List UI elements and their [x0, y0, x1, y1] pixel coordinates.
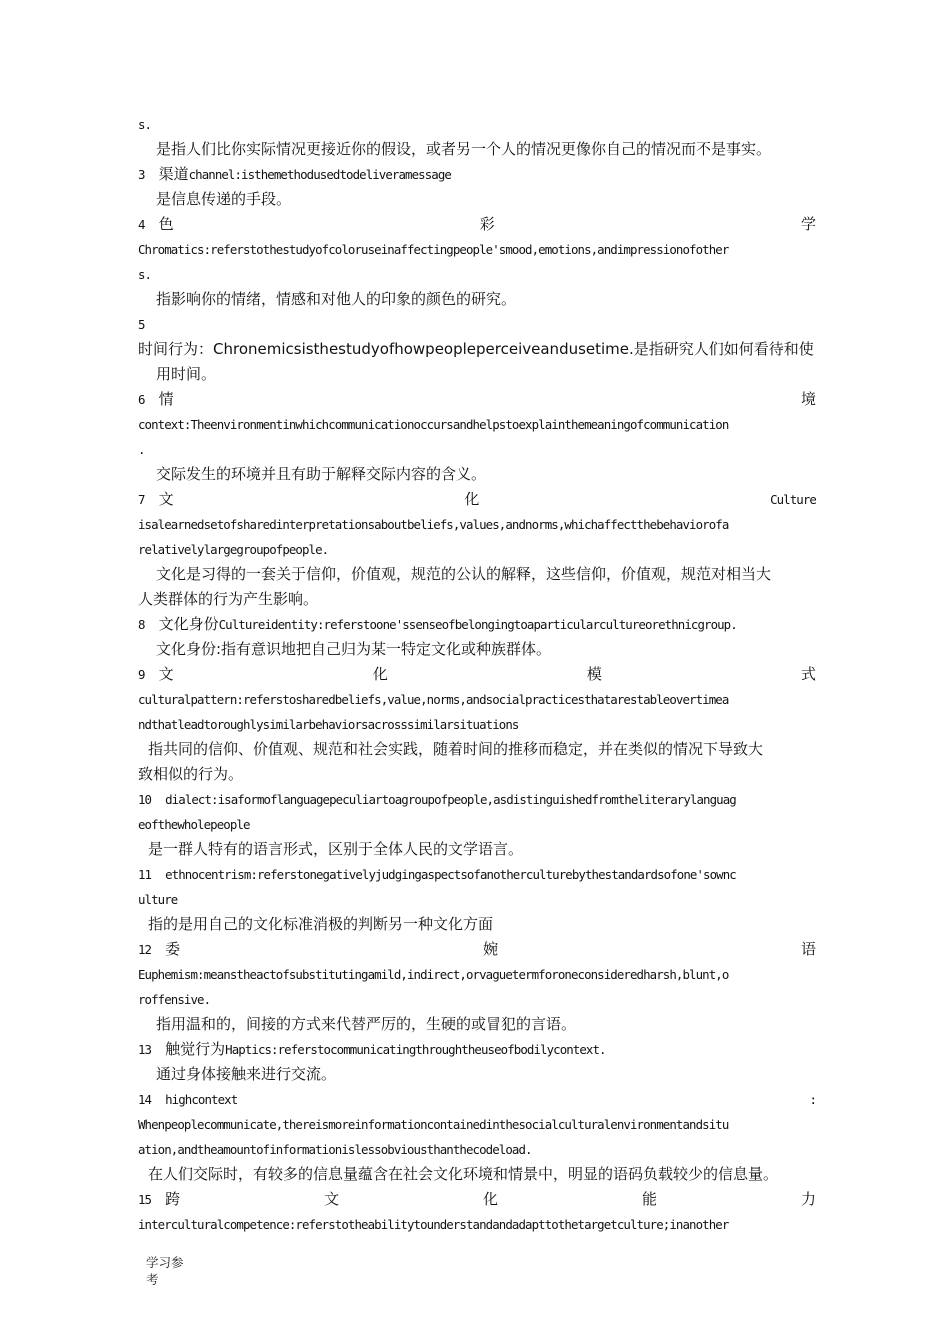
entry-9-heading	[138, 662, 816, 687]
entry-5-heading	[138, 312, 816, 362]
entry-4-heading	[138, 212, 816, 237]
text-line: context:Theenvironmentinwhichcommunicationoccursandhelpstoexplainthemeaningofcommunication	[138, 417, 729, 432]
text-line: 致相似的行为。	[138, 765, 244, 783]
text-line: 交际发生的环境并且有助于解释交际内容的含义。	[156, 465, 487, 483]
text-line: 是指人们比你实际情况更接近你的假设，或者另一个人的情况更像你自己的情况而不是事实。	[156, 140, 772, 158]
text-line: ulture	[138, 892, 178, 907]
text-line: 是信息传递的手段。	[156, 190, 292, 208]
definition-en: channel:isthemethodusedtodeliveramessage	[188, 167, 451, 182]
term-char: 境	[800, 390, 816, 408]
term-char: 文	[324, 1190, 340, 1208]
text-line: 在人们交际时，有较多的信息量蕴含在社会文化环境和情景中，明显的语码负载较少的信息量。	[148, 1165, 779, 1183]
term-zh: 文化身份	[158, 615, 219, 633]
entry-number: 3	[138, 167, 145, 182]
footer-line: 学习参	[146, 1255, 184, 1270]
term-char: 情	[158, 390, 174, 408]
text-line: eofthewholepeople	[138, 817, 250, 832]
text-line: 指用温和的，间接的方式来代替严厉的，生硬的或冒犯的言语。	[156, 1015, 577, 1033]
term-char: 色	[158, 215, 174, 233]
entry-number: 10	[138, 792, 152, 807]
entry-11-heading	[138, 862, 816, 887]
text-line: relativelylargegroupofpeople.	[138, 542, 329, 557]
term-char: 化	[483, 1190, 499, 1208]
entry-number: 5	[138, 317, 145, 332]
definition: 时间行为：Chronemicsisthestudyofhowpeopleperceiveandusetime.是指研究人们如何看待和使	[138, 340, 814, 358]
page-footer	[146, 1254, 196, 1288]
text-line: 指的是用自己的文化标准消极的判断另一种文化方面	[148, 915, 494, 933]
entry-7-heading	[138, 487, 816, 512]
entry-number: 11	[138, 867, 152, 882]
entry-14-heading	[138, 1087, 816, 1112]
text-line: .	[138, 442, 145, 457]
term-char: 语	[800, 940, 816, 958]
term-char: 化	[464, 490, 480, 508]
text-line: 人类群体的行为产生影响。	[138, 590, 319, 608]
definition-en: ethnocentrism:referstonegativelyjudgingaspectsofanotherculturebythestandardsofone'sownc	[165, 867, 736, 882]
term-char: 学	[800, 215, 816, 233]
text-line: 文化是习得的一套关于信仰，价值观，规范的公认的解释，这些信仰，价值观，规范对相当大	[156, 565, 772, 583]
text-line: roffensive.	[138, 992, 211, 1007]
footer-line: 考	[146, 1272, 159, 1287]
text-line: ation,andtheamountofinformationislessobviousthanthecodeload.	[138, 1142, 532, 1157]
colon: :	[809, 1092, 816, 1107]
text-line: Whenpeoplecommunicate,thereismoreinformationcontainedinthesocialculturalenvironmentandsitu	[138, 1117, 729, 1132]
text-line: 指共同的信仰、价值观、规范和社会实践，随着时间的推移而稳定，并在类似的情况下导致大	[148, 740, 764, 758]
text-line: 是一群人特有的语言形式，区别于全体人民的文学语言。	[148, 840, 524, 858]
term-char: 模	[586, 665, 602, 683]
text-line: s.	[138, 267, 152, 282]
entry-15-heading	[138, 1187, 816, 1212]
text-line: s.	[138, 117, 152, 132]
text-line: Chromatics:referstothestudyofcoloruseinaffectingpeople'smood,emotions,andimpressionofother	[138, 242, 729, 257]
term-char: 能	[641, 1190, 657, 1208]
term-char: 婉	[483, 940, 499, 958]
entry-10-heading	[138, 787, 816, 812]
text-line: Euphemism:meanstheactofsubstitutingamild,indirect,orvaguetermforoneconsideredharsh,blunt,o	[138, 967, 729, 982]
text-line: interculturalcompetence:referstotheabilitytounderstandandadapttothetargetculture;inanother	[138, 1217, 729, 1232]
text-line: 通过身体接触来进行交流。	[156, 1065, 337, 1083]
text-line: isalearnedsetofsharedinterpretationsaboutbeliefs,values,andnorms,whichaffectthebehaviorofa	[138, 517, 729, 532]
term-char: 文	[158, 490, 174, 508]
term-en: Culture	[770, 492, 816, 507]
text-line: ndthatleadtoroughlysimilarbehaviorsacrosssimilarsituations	[138, 717, 519, 732]
term-char: 委	[165, 940, 181, 958]
entry-number: 8	[138, 617, 145, 632]
text-line: 文化身份:指有意识地把自己归为某一特定文化或种族群体。	[156, 640, 552, 658]
definition-en: Haptics:referstocommunicatingthroughtheuseofbodilycontext.	[225, 1042, 606, 1057]
text-line: 用时间。	[156, 365, 217, 383]
term-char: 文	[158, 665, 174, 683]
entry-number: 7	[138, 492, 145, 507]
term-char: 力	[800, 1190, 816, 1208]
term-char: 化	[372, 665, 388, 683]
entry-number: 12	[138, 942, 152, 957]
entry-number: 6	[138, 392, 145, 407]
document-body	[138, 112, 816, 1237]
term-zh: 触觉行为	[165, 1040, 226, 1058]
term-zh: 渠道	[158, 165, 189, 183]
term-char: 跨	[165, 1190, 181, 1208]
text-line: culturalpattern:referstosharedbeliefs,value,norms,andsocialpracticesthatarestableovertimea	[138, 692, 729, 707]
term-char: 式	[800, 665, 816, 683]
entry-number: 14	[138, 1092, 152, 1107]
entry-8-heading	[138, 612, 816, 637]
definition-en: Cultureidentity:referstoone'ssenseofbelongingtoaparticularcultureorethnicgroup.	[218, 617, 737, 632]
entry-number: 15	[138, 1192, 152, 1207]
entry-13-heading	[138, 1037, 816, 1062]
entry-12-heading	[138, 937, 816, 962]
entry-number: 4	[138, 217, 145, 232]
term-char: 彩	[479, 215, 495, 233]
entry-6-heading	[138, 387, 816, 412]
entry-number: 13	[138, 1042, 152, 1057]
entry-number: 9	[138, 667, 145, 682]
entry-3-heading	[138, 162, 816, 187]
definition-en: dialect:isaformoflanguagepeculiartoagroupofpeople,asdistinguishedfromtheliterarylanguag	[165, 792, 736, 807]
term-en: highcontext	[165, 1092, 238, 1107]
text-line: 指影响你的情绪，情感和对他人的印象的颜色的研究。	[156, 290, 517, 308]
